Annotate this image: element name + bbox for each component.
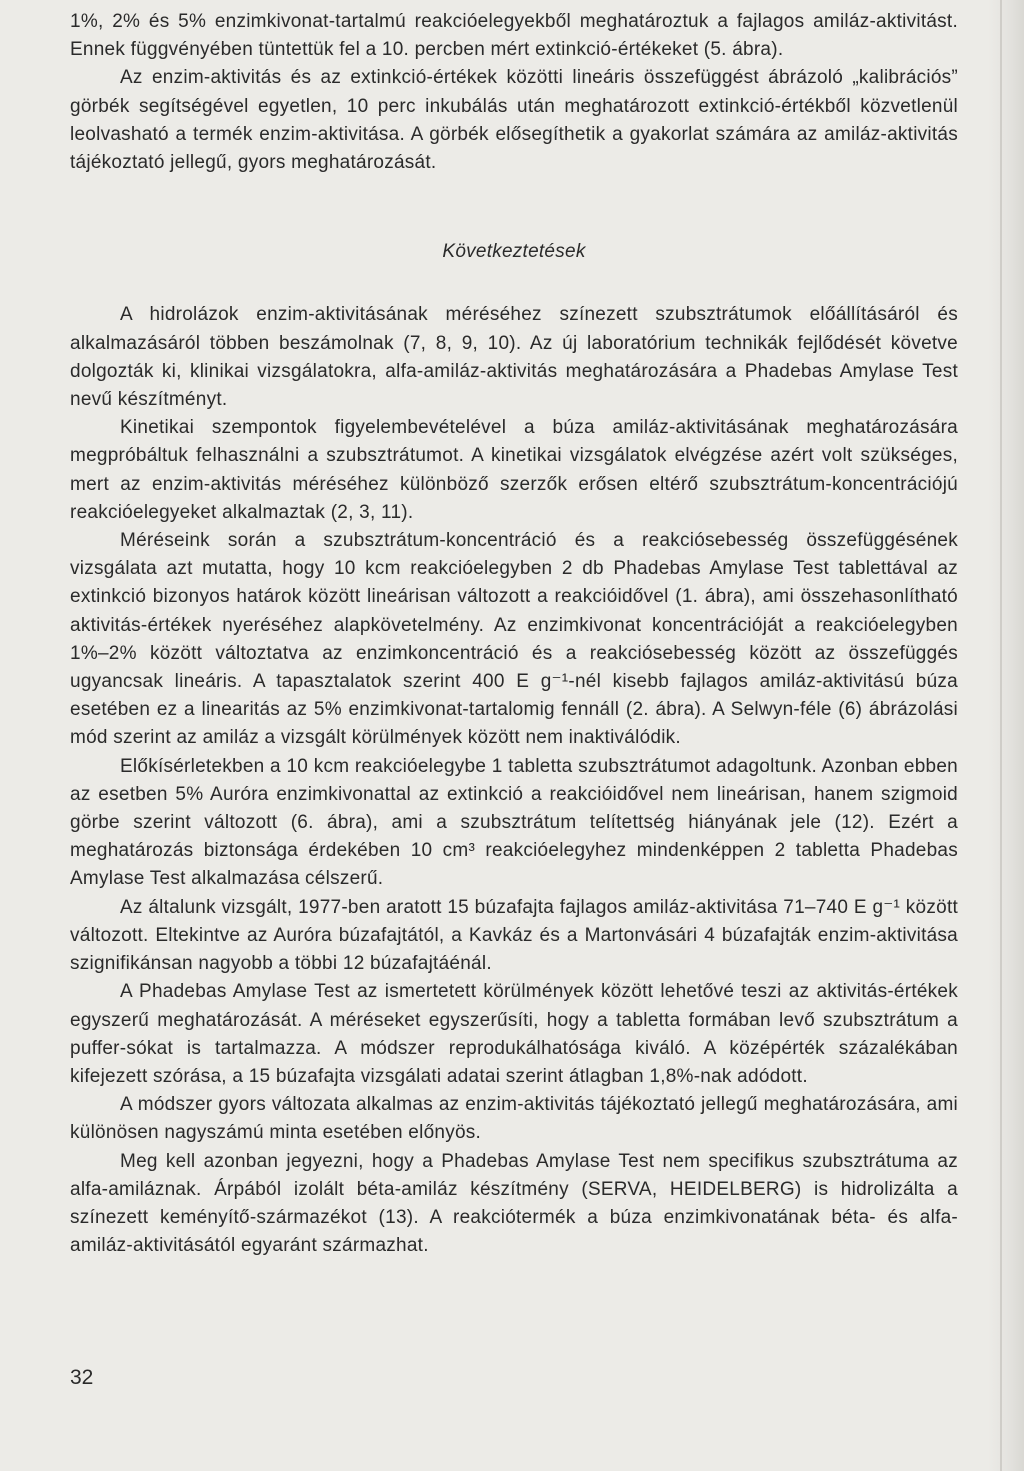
paragraph-intro-1: 1%, 2% és 5% enzimkivonat-tartalmú reakcióelegyekből meghatároztuk a fajlagos amiláz-aktivitást. Ennek függvényében tüntettük fel a 10. percben mért extinkció-értékeket (5. ábra). <box>70 11 958 61</box>
scan-fold-line <box>1000 0 1002 1471</box>
paragraph-body-5: Az általunk vizsgált, 1977-ben aratott 15 búzafajta fajlagos amiláz-aktivitása 71–740 E g⁻¹ között változott. Eltekintve az Auróra búzafajtától, a Kavkáz és a Martonvásári 4 búzafajták enzim-aktivitása szignifikánsan nagyobb a többi 12 búzafajtáénál. <box>70 896 958 975</box>
page-content <box>70 8 958 1260</box>
scan-edge-shadow <box>988 0 1024 1471</box>
paragraph-body-6: A Phadebas Amylase Test az ismertetett körülmények között lehetővé teszi az aktivitás-értékek egyszerű meghatározását. A méréseket egyszerűsíti, hogy a tabletta formában levő szubsztrátum a puffer-sókat is tartalmazza. A módszer reprodukálhatósága kiváló. A középérték százalékában kifejezett szórása, a 15 búzafajta vizsgálati adatai szerint átlagban 1,8%-nak adódott. <box>70 981 958 1087</box>
paragraph-body-2: Kinetikai szempontok figyelembevételével a búza amiláz-aktivitásának meghatározására megpróbáltuk felhasználni a szubsztrátumot. A kinetikai vizsgálatok elvégzése azért volt szükséges, mert az enzim-aktivitás méréséhez különböző szerzők erősen eltérő szubsztrátum-koncentrációjú reakcióelegyeket alkalmaztak (2, 3, 11). <box>70 417 958 523</box>
paragraph-body-8: Meg kell azonban jegyezni, hogy a Phadebas Amylase Test nem specifikus szubsztrátuma az alfa-amiláznak. Árpából izolált béta-amiláz készítmény (SERVA, HEIDELBERG) is hidrolizálta a színezett keményítő-származékot (13). A reakciótermék a búza enzimkivonatának béta- és alfa-amiláz-aktivitásától egyaránt származhat. <box>70 1150 958 1257</box>
paragraph-body-3: Méréseink során a szubsztrátum-koncentráció és a reakciósebesség összefüggésének vizsgálata azt mutatta, hogy 10 kcm reakcióelegyben 2 db Phadebas Amylase Test tablettával az extinkció bizonyos határok között lineárisan változott a reakcióidővel (1. ábra), ami összehasonlítható aktivitás-értékek nyeréséhez alapkövetelmény. Az enzimkivonat koncentrációját a reakcióelegyben 1%–2% között változtatva az enzimkoncentráció és a reakciósebesség között az összefüggés ugyancsak lineáris. A tapasztalatok szerint 400 E g⁻¹-nél kisebb fajlagos amiláz-aktivitású búza esetében ez a linearitás az 5% enzimkivonat-tartalomig fennáll (2. ábra). A Selwyn-féle (6) ábrázolási mód szerint az amiláz a vizsgált körülmények között nem inaktiválódik. <box>70 530 958 749</box>
paragraph-intro-2: Az enzim-aktivitás és az extinkció-értékek közötti lineáris összefüggést ábrázoló „kalibrációs” görbék segítségével egyetlen, 10 perc inkubálás után meghatározott extinkció-értékből közvetlenül leolvasható a termék enzim-aktivitása. A görbék elősegíthetik a gyakorlat számára az amiláz-aktivitás tájékoztató jellegű, gyors meghatározását. <box>70 67 958 174</box>
paragraph-body-4: Előkísérletekben a 10 kcm reakcióelegybe 1 tabletta szubsztrátumot adagoltunk. Azonban ebben az esetben 5% Auróra enzimkivonattal az extinkció a reakcióidővel nem lineárisan, hanem szigmoid görbe szerint változott (6. ábra), ami a szubsztrátum telítettség hiányának jele (12). Ezért a meghatározás biztonsága érdekében 10 cm³ reakcióelegyhez mindenképpen 2 tabletta Phadebas Amylase Test alkalmazása célszerű. <box>70 755 958 890</box>
page-number: 32 <box>70 1366 94 1389</box>
paragraph-body-7: A módszer gyors változata alkalmas az enzim-aktivitás tájékoztató jellegű meghatározására, ami különösen nagyszámú minta esetében előnyös. <box>70 1094 958 1144</box>
paragraph-body-1: A hidrolázok enzim-aktivitásának méréséhez színezett szubsztrátumok előállításáról és alkalmazásáról többen beszámolnak (7, 8, 9, 10). Az új laboratórium technikák fejlődését követve dolgozták ki, klinikai vizsgálatokra, alfa-amiláz-aktivitás meghatározására a Phadebas Amylase Test nevű készítményt. <box>70 304 958 411</box>
section-heading: Következtetések <box>442 241 586 263</box>
